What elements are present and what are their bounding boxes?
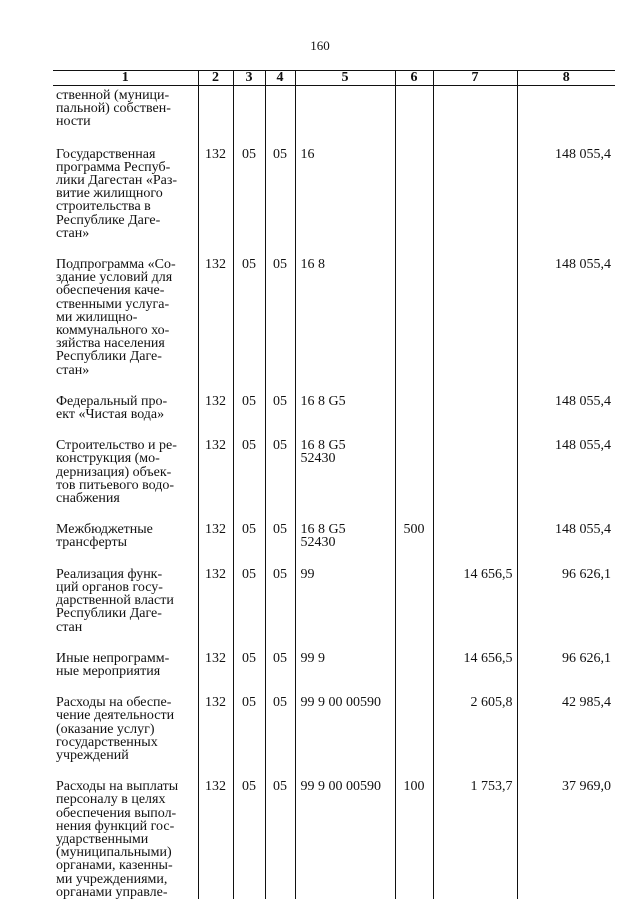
column-header-7: 7 [433, 71, 517, 86]
cell-name: Расходы на выплаты персоналу в целях обеспечения выпол- нения функций гос- ударственными (муниципальными) органами, казенны- ми учреждениями, органами управле- [56, 779, 179, 900]
table-row [53, 86, 615, 148]
cell-subsection: 05 [265, 523, 295, 567]
cell-name: Иные непрограмм- ные мероприятия [56, 650, 170, 679]
page-number: 160 [310, 38, 330, 53]
cell-name: Реализация функ- ций органов госу- дарственной власти Республики Даге- стан [56, 566, 174, 635]
cell-section: 05 [233, 523, 265, 567]
cell-subsection: 05 [265, 439, 295, 523]
cell-target-article [295, 86, 395, 148]
column-header-1: 1 [53, 71, 198, 86]
cell-expense-type [395, 395, 433, 439]
cell-amount-col7: 14 656,5 [433, 568, 517, 652]
cell-ministry-code: 132 [198, 258, 233, 395]
cell-section: 05 [233, 696, 265, 780]
cell-section: 05 [233, 148, 265, 258]
cell-name: Межбюджетные трансферты [56, 522, 153, 551]
cell-amount-col8: 148 055,4 [517, 439, 615, 523]
cell-target-article: 99 9 00 00590 [295, 780, 395, 899]
cell-subsection: 05 [265, 696, 295, 780]
cell-amount-col7: 14 656,5 [433, 652, 517, 696]
table-row [53, 258, 615, 395]
column-header-4: 4 [265, 71, 295, 86]
cell-target-article: 16 8 G5 52430 [295, 439, 395, 523]
cell-subsection: 05 [265, 148, 295, 258]
cell-amount-col8: 148 055,4 [517, 395, 615, 439]
cell-amount-col8: 42 985,4 [517, 696, 615, 780]
table-row [53, 148, 615, 258]
column-header-6: 6 [395, 71, 433, 86]
cell-target-article: 16 8 G5 52430 [295, 523, 395, 567]
table-header [53, 71, 615, 86]
cell-ministry-code: 132 [198, 523, 233, 567]
cell-expense-type [395, 439, 433, 523]
cell-subsection: 05 [265, 780, 295, 899]
cell-expense-type [395, 86, 433, 148]
cell-expense-type [395, 148, 433, 258]
cell-ministry-code: 132 [198, 696, 233, 780]
column-header-5: 5 [295, 71, 395, 86]
column-header-3: 3 [233, 71, 265, 86]
cell-amount-col7 [433, 86, 517, 148]
cell-amount-col7: 1 753,7 [433, 780, 517, 899]
cell-ministry-code: 132 [198, 568, 233, 652]
cell-section: 05 [233, 395, 265, 439]
table-row [53, 523, 615, 567]
cell-subsection: 05 [265, 258, 295, 395]
cell-amount-col8: 148 055,4 [517, 523, 615, 567]
cell-subsection: 05 [265, 395, 295, 439]
table-body [53, 86, 615, 899]
cell-name: Государственная программа Респуб- лики Дагестан «Раз- витие жилищного строительства в Республике Даге- стан» [56, 146, 178, 241]
cell-expense-type [395, 258, 433, 395]
cell-section: 05 [233, 652, 265, 696]
column-header-2: 2 [198, 71, 233, 86]
cell-section: 05 [233, 568, 265, 652]
cell-expense-type [395, 652, 433, 696]
table-row [53, 652, 615, 696]
cell-amount-col8 [517, 86, 615, 148]
cell-target-article: 16 8 G5 [295, 395, 395, 439]
cell-name: Федеральный про- ект «Чистая вода» [56, 393, 168, 423]
cell-amount-col7 [433, 395, 517, 439]
cell-name: Подпрограмма «Со- здание условий для обеспечения каче- ственными услуга- ми жилищно- коммунального хо- зяйства населения Республики Даге- стан» [56, 257, 176, 378]
table-row [53, 780, 615, 899]
cell-section [233, 86, 265, 148]
budget-table [53, 70, 615, 899]
cell-amount-col8: 148 055,4 [517, 148, 615, 258]
cell-subsection [265, 86, 295, 148]
cell-ministry-code: 132 [198, 439, 233, 523]
cell-amount-col8: 96 626,1 [517, 652, 615, 696]
cell-expense-type [395, 696, 433, 780]
cell-subsection: 05 [265, 652, 295, 696]
cell-ministry-code: 132 [198, 148, 233, 258]
cell-amount-col8: 148 055,4 [517, 258, 615, 395]
cell-expense-type: 100 [395, 780, 433, 899]
cell-subsection: 05 [265, 568, 295, 652]
cell-section: 05 [233, 258, 265, 395]
table-row [53, 439, 615, 523]
cell-amount-col7 [433, 523, 517, 567]
cell-amount-col7: 2 605,8 [433, 696, 517, 780]
cell-target-article: 99 9 00 00590 [295, 696, 395, 780]
cell-amount-col8: 96 626,1 [517, 568, 615, 652]
cell-amount-col7 [433, 148, 517, 258]
cell-target-article: 16 [295, 148, 395, 258]
cell-name: Строительство и ре- конструкция (мо- дернизация) объек- тов питьевого водо- снабжения [56, 438, 177, 507]
table-row [53, 568, 615, 652]
cell-amount-col7 [433, 439, 517, 523]
column-header-8: 8 [517, 71, 615, 86]
cell-expense-type [395, 568, 433, 652]
cell-target-article: 16 8 [295, 258, 395, 395]
cell-name: Расходы на обеспе- чение деятельности (оказание услуг) государственных учреждений [56, 695, 175, 763]
cell-section: 05 [233, 780, 265, 899]
table-row [53, 696, 615, 780]
table-row [53, 395, 615, 439]
cell-ministry-code: 132 [198, 652, 233, 696]
cell-ministry-code [198, 86, 233, 148]
cell-amount-col7 [433, 258, 517, 395]
cell-ministry-code: 132 [198, 395, 233, 439]
cell-ministry-code: 132 [198, 780, 233, 899]
cell-target-article: 99 9 [295, 652, 395, 696]
cell-section: 05 [233, 439, 265, 523]
cell-target-article: 99 [295, 568, 395, 652]
cell-expense-type: 500 [395, 523, 433, 567]
cell-name: ственной (муници- пальной) собствен- ности [56, 88, 171, 130]
cell-amount-col8: 37 969,0 [517, 780, 615, 899]
